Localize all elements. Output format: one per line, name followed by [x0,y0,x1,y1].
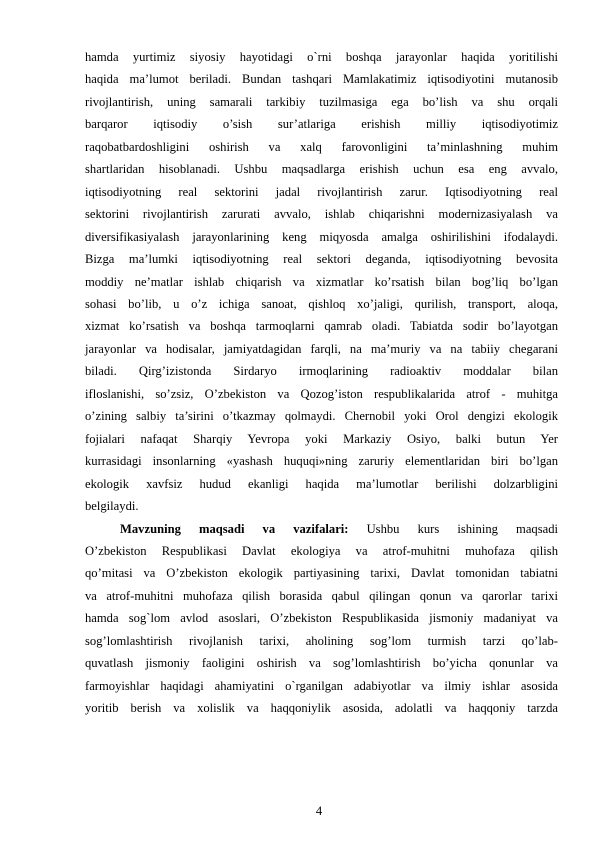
text-line-with-heading [85,518,558,540]
text-line: o’zining salbiy ta’sirini o’tkazmay qolmaydi. Chernobil yoki Orol dengizi ekologik [85,409,558,424]
text-line: iqtisodiyotning real sektorini jadal rivojlantirish zarur. Iqtisodiyotning real [85,184,558,199]
text-line: farmoyishlar haqidagi ahamiyatini o`rganilgan adabiyotlar va ilmiy ishlar asosida [85,678,558,693]
section-heading-inline: Mavzuning maqsadi va vazifalari: [120,521,349,536]
text-line: raqobatbardoshligini oshirish va xalq farovonligini ta’minlashning muhim [85,139,558,154]
text-line: rivojlantirish, uning samarali tarkibiy tuzilmasiga ega bo’lish va shu orqali [85,94,558,109]
text-line: kurrasidagi insonlarning «yashash huquqi»ning zaruriy elementlaridan biri bo’lgan [85,454,558,469]
text-line: va atrof-muhitni muhofaza qilish borasida qabul qilingan qonun va qarorlar tarixi [85,588,558,603]
text-line: hamda sog`lom avlod asoslari, O’zbekiston Respublikasida jismoniy madaniyat va [85,611,558,626]
text-line: O’zbekiston Respublikasi Davlat ekologiya va atrof-muhitni muhofaza qilish [85,543,558,558]
text-line: sektorini rivojlantirish zarurati avvalo, ishlab chiqarishni modernizasiyalash va [85,207,558,222]
text-line: quvatlash jismoniy faoligini oshirish va sog’lomlashtirish bo’yicha qonunlar va [85,656,558,671]
text-line: Bizga ma’lumki iqtisodiyotning real sektori deganda, iqtisodiyotning bevosita [85,252,558,267]
text-line: xizmat ko’rsatish va boshqa tarmoqlarni qamrab oladi. Tabiatda sodir bo’layotgan [85,319,558,334]
text-line: moddiy ne’matlar ishlab chiqarish va xizmatlar ko’rsatish bilan bog’liq bo’lgan [85,274,558,289]
body-paragraph-1 [85,46,558,518]
text-line: hamda yurtimiz siyosiy hayotidagi o`rni boshqa jarayonlar haqida yoritilishi [85,50,558,64]
text-line: diversifikasiyalash jarayonlarining keng miqyosda amalga oshirilishini ifodalaydi. [85,229,558,244]
text-run: Ushbu kurs ishining maqsadi [348,521,558,536]
text-line: yoritib berish va xolislik va haqqoniylik asosida, adolatli va haqqoniy tarzda [85,701,558,716]
body-paragraph-2 [85,518,558,720]
text-line: sog’lomlashtirish rivojlanish tarixi, aholining sog’lom turmish tarzi qo’lab- [85,633,558,648]
text-line: fojialari nafaqat Sharqiy Yevropa yoki Markaziy Osiyo, balki butun Yer [85,431,558,446]
text-line: biladi. Qirg’izistonda Sirdaryo irmoqlarining radioaktiv moddalar bilan [85,364,558,379]
text-line: ekologik xavfsiz hudud ekanligi haqida ma’lumotlar berilishi dolzarbligini [85,476,558,491]
page-body [85,46,558,720]
text-line: barqaror iqtisodiy o’sish sur’atlariga erishish milliy iqtisodiyotimiz [85,117,558,132]
text-line: shartlaridan hisoblanadi. Ushbu maqsadlarga erishish uchun esa eng avvalo, [85,162,558,177]
text-line: haqida ma’lumot beriladi. Bundan tashqari Mamlakatimiz iqtisodiyotini mutanosib [85,72,558,87]
text-line: ifloslanishi, so’zsiz, O’zbekiston va Qozog’iston respublikalarida atrof - muhitga [85,386,558,401]
text-line: qo’mitasi va O’zbekiston ekologik partiyasining tarixi, Davlat tomonidan tabiatni [85,566,558,581]
page-number: 4 [315,804,323,818]
text-line: jarayonlar va hodisalar, jamiyatdagidan farqli, na ma’muriy va na tabiiy chegarani [85,341,558,356]
text-line: sohasi bo’lib, u o’z ichiga sanoat, qishloq xo’jaligi, qurilish, transport, aloqa, [85,296,558,311]
text-line: belgilaydi. [85,499,139,514]
